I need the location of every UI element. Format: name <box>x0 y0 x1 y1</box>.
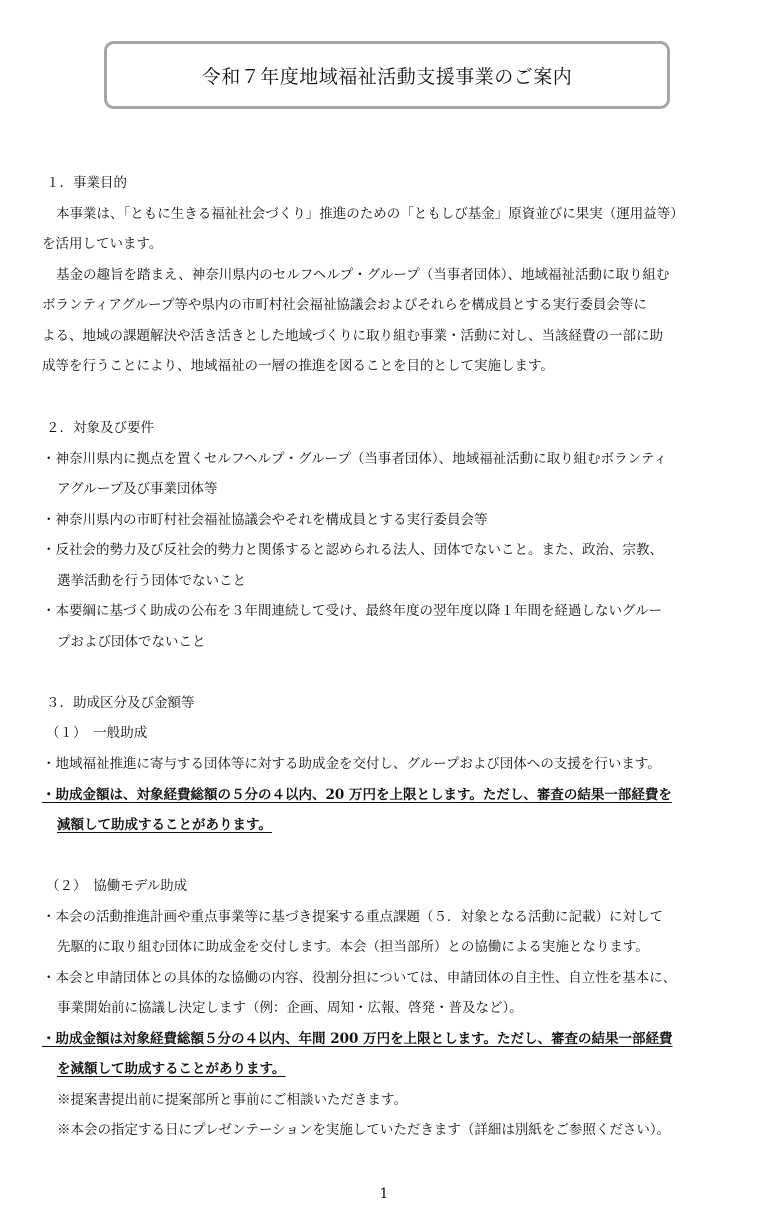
section-1-line: ボランティアグループ等や県内の市町村社会福祉協議会およびそれらを構成員とする実行委員会等に <box>42 297 647 313</box>
section-3-heading: ３．助成区分及び金額等 <box>46 695 195 711</box>
section-1-line: を活用しています。 <box>42 236 163 252</box>
section-1-line: 成等を行うことにより、地域福祉の一層の推進を図ることを目的として実施します。 <box>42 358 554 374</box>
subsection-2-line: ・本会の活動推進計画や重点事業等に基づき提案する重点課題（５．対象となる活動に記載）に対して <box>42 909 663 925</box>
subsection-2-line: 事業開始前に協議し決定します（例：企画、周知・広報、啓発・普及など）。 <box>57 1000 523 1016</box>
section-2-line: ・神奈川県内の市町村社会福祉協議会やそれを構成員とする実行委員会等 <box>42 512 488 528</box>
document-title-box <box>104 41 670 109</box>
subsection-1-heading: （１） 一般助成 <box>46 725 148 741</box>
section-1-line: よる、地域の課題解決や活き活きとした地域づくりに取り組む事業・活動に対し、当該経費の一部に助 <box>42 328 663 344</box>
section-1-line: 本事業は、「ともに生きる福祉社会づくり」推進のための「ともしび基金」原資並びに果実（運用益等） <box>56 206 684 222</box>
section-1-line: 基金の趣旨を踏まえ、神奈川県内のセルフヘルプ・グループ（当事者団体）、地域福祉活動に取り組む <box>56 267 670 283</box>
section-2-heading: ２．対象及び要件 <box>46 420 154 436</box>
section-2-line: プおよび団体でないこと <box>57 634 206 650</box>
subsection-2-heading: （２） 協働モデル助成 <box>46 878 188 894</box>
section-2-line: 選挙活動を行う団体でないこと <box>57 573 246 589</box>
subsection-2-line: ・本会と申請団体との具体的な協働の内容、役割分担については、申請団体の自主性、自立性を基本に、 <box>42 970 677 986</box>
section-2-line: アグループ及び事業団体等 <box>57 481 218 497</box>
document-title: 令和７年度地域福祉活動支援事業のご案内 <box>201 65 573 88</box>
subsection-2-note: ※提案書提出前に提案部所と事前にご相談いただきます。 <box>57 1092 407 1108</box>
section-2-line: ・神奈川県内に拠点を置くセルフヘルプ・グループ（当事者団体）、地域福祉活動に取り組むボランティ <box>42 451 668 467</box>
subsection-2-note: ※本会の指定する日にプレゼンテーションを実施していただきます（詳細は別紙をご参照ください）。 <box>57 1122 671 1138</box>
subsection-2-emphasis-line: を減額して助成することがあります。 <box>57 1061 286 1077</box>
section-2-line: ・本要綱に基づく助成の公布を３年間連続して受け、最終年度の翌年度以降１年間を経過しないグルー <box>42 603 663 619</box>
subsection-1-emphasis-line: 減額して助成することがあります。 <box>57 817 272 833</box>
section-2-line: ・反社会的勢力及び反社会的勢力と関係すると認められる法人、団体でないこと。また、政治、宗教、 <box>42 542 663 558</box>
subsection-1-emphasis-line: ・助成金額は、対象経費総額の５分の４以内、20 万円を上限とします。ただし、審査の結果一部経費を <box>42 787 672 803</box>
subsection-1-line: ・地域福祉推進に寄与する団体等に対する助成金を交付し、グループおよび団体への支援を行います。 <box>42 756 661 772</box>
subsection-2-line: 先駆的に取り組む団体に助成金を交付します。本会（担当部所）との協働による実施となります。 <box>57 939 649 955</box>
section-1-heading: １．事業目的 <box>46 175 127 191</box>
subsection-2-emphasis-line: ・助成金額は対象経費総額５分の４以内、年間 200 万円を上限とします。ただし、審査の結果一部経費 <box>42 1031 673 1047</box>
page-number: 1 <box>379 1186 389 1202</box>
